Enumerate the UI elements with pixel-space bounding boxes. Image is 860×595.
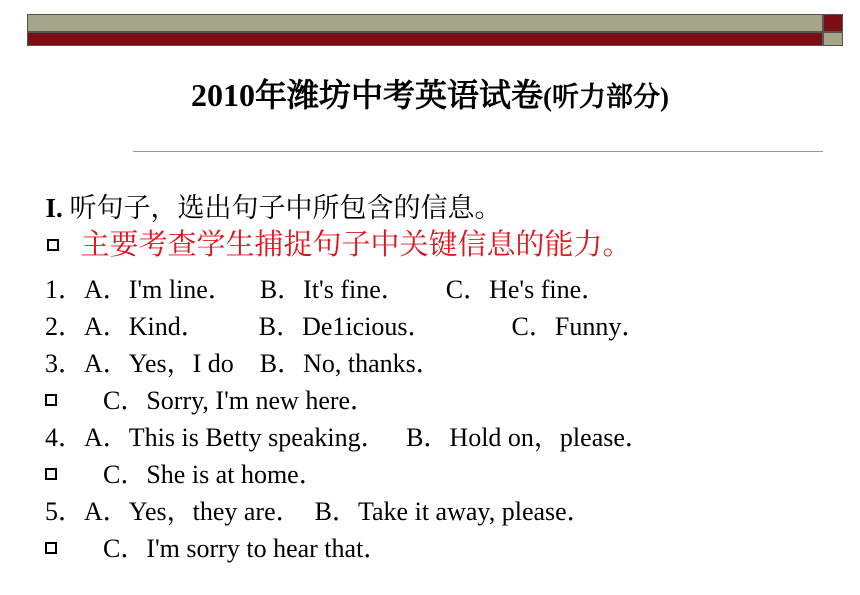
section-heading-number: I. [45,193,63,223]
question-line-text: C．Sorry, I'm new here． [103,386,377,415]
title-divider [133,151,823,152]
question-line-text: 4．A．This is Betty speaking． B．Hold on，please． [45,423,651,452]
header-bar-maroon [27,32,823,46]
slide-title-main: 2010年潍坊中考英语试卷 [191,77,544,113]
header-bar-olive [27,14,823,32]
header-square-olive [823,32,843,46]
question-line-text: 5．A．Yes，they are． B．Take it away, please． [45,497,593,526]
question-line-text: 1．A．I'm line． B．It's fine． C．He's fine． [45,275,608,304]
question-line-text: 3．A．Yes，I do B．No, thanks． [45,349,442,378]
question-line-text: 2．A．Kind． B．De1icious． C．Funny． [45,312,648,341]
header-square-maroon [823,14,843,32]
section-heading-text: 听句子，选出句子中所包含的信息。 [62,193,502,223]
question-line-5c [32,504,389,564]
question-line-text: C．I'm sorry to hear that． [103,534,390,563]
slide-title-suffix: (听力部分) [543,82,669,112]
slide-title [0,70,860,116]
question-line-text: C．She is at home． [103,460,325,489]
focus-note-text: 主要考查学生捕捉句子中关键信息的能力。 [80,229,632,261]
square-bullet-icon [45,542,57,554]
